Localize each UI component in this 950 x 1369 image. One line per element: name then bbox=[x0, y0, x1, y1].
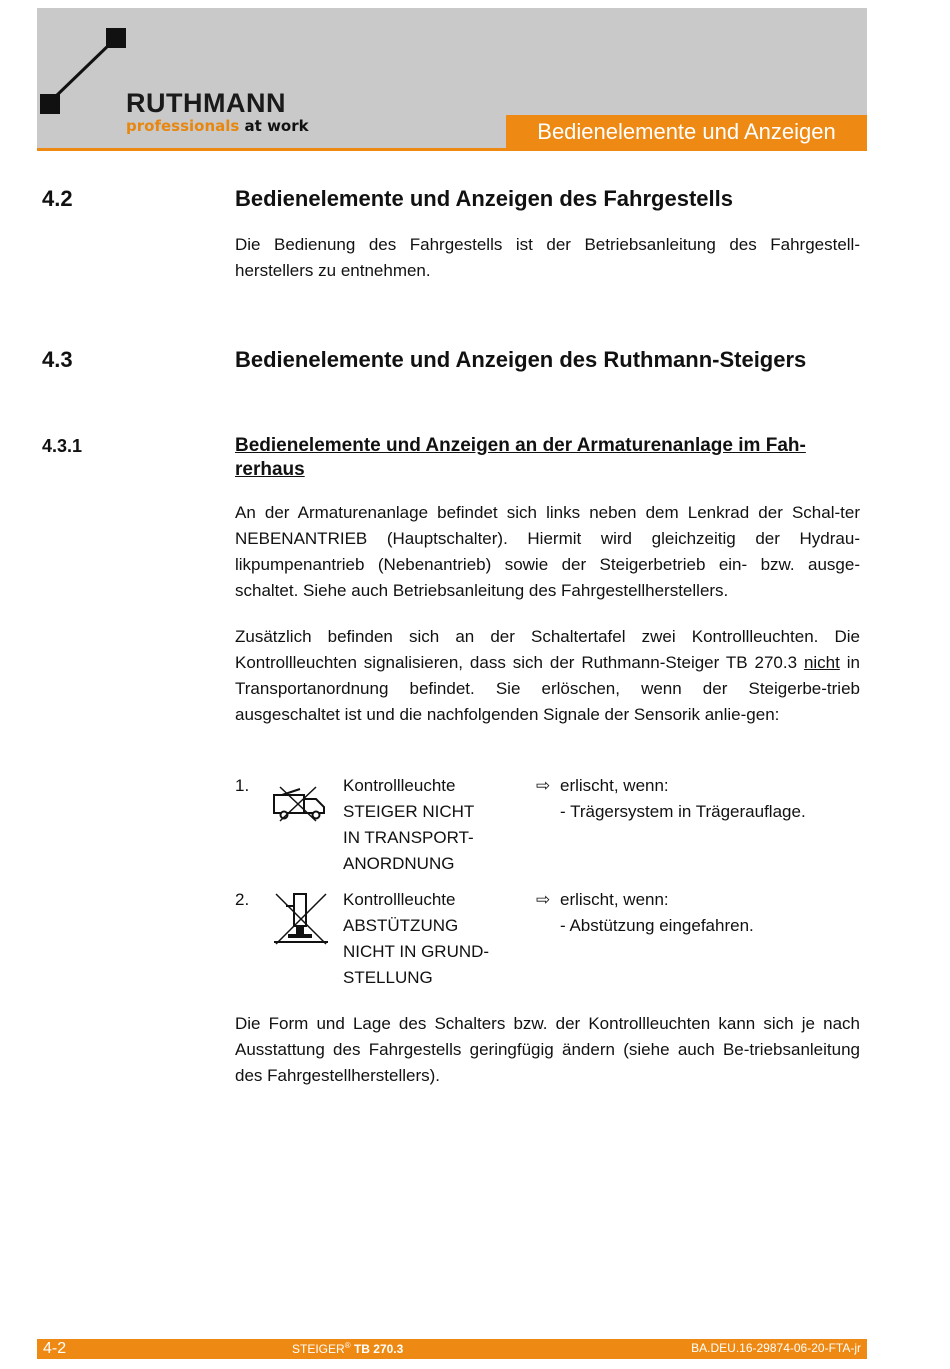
registered-mark: ® bbox=[344, 1341, 351, 1350]
list-item-1-label-line: ANORDNUNG bbox=[343, 854, 455, 873]
product-prefix: STEIGER bbox=[292, 1342, 345, 1356]
tagline-at-work: at work bbox=[239, 117, 309, 135]
paragraph-control-lamps-a: Zusätzlich befinden sich an der Schaltertafel zwei Kontrollleuchten. Die Kontrollleuchten signalisieren, dass sich der Ruthmann-Steiger TB 270.3 bbox=[235, 627, 860, 672]
section-4-2-body: Die Bedienung des Fahrgestells ist der Betriebsanleitung des Fahrgestell-herstellers zu entnehmen. bbox=[235, 235, 860, 280]
list-item-2-label-line: NICHT IN GRUND- bbox=[343, 942, 490, 961]
subsection-title-4-3-1 bbox=[235, 434, 860, 482]
paragraph-control-lamps bbox=[235, 624, 860, 728]
section-number-4-2: 4.2 bbox=[42, 186, 73, 211]
product-name bbox=[292, 1341, 403, 1356]
paragraph-control-lamps-b: in Transportanordnung befindet. Sie erlöschen, wenn der Steigerbe-trieb ausgeschaltet ist und die nachfolgenden Signale der Sensorik anlie-gen: bbox=[235, 653, 860, 724]
list-item-1-label-line: IN TRANSPORT- bbox=[343, 828, 474, 847]
arrow-right-icon: ⇨ bbox=[536, 890, 551, 909]
list-item-2-condition-line: erlischt, wenn: bbox=[560, 890, 669, 909]
paragraph-main-switch: An der Armaturenanlage befindet sich links neben dem Lenkrad der Schal-ter NEBENANTRIEB (Hauptschalter). Hiermit wird gleichzeitig der Hydrau-likpumpenantrieb (Nebenantrieb) sowie der Steigerbetrieb ein- bzw. ausge-schaltet. Siehe auch Betriebsanleitung des Fahrgestellherstellers. bbox=[235, 503, 860, 600]
section-title-4-3: Bedienelemente und Anzeigen des Ruthmann-Steigers bbox=[235, 347, 807, 372]
brand-tagline bbox=[126, 117, 309, 135]
tagline-professionals: professionals bbox=[126, 117, 240, 135]
brand-name: RUTHMANN bbox=[126, 88, 286, 118]
list-item-1-label-line: STEIGER NICHT bbox=[343, 802, 475, 821]
outrigger-crossed-icon bbox=[272, 890, 330, 948]
footer-band bbox=[37, 1339, 867, 1359]
subsection-number-4-3-1: 4.3.1 bbox=[42, 436, 83, 456]
paragraph-form-note: Die Form und Lage des Schalters bzw. der Kontrollleuchten kann sich je nach Ausstattung des Fahrgestells geringfügig ändern (siehe auch Be-triebsanleitung des Fahrgestellherstellers). bbox=[235, 1014, 860, 1085]
document-code: BA.DEU.16-29874-06-20-FTA-jr bbox=[691, 1341, 861, 1355]
ruthmann-logo-icon bbox=[40, 26, 130, 116]
list-item-1-label-line: Kontrollleuchte bbox=[343, 776, 456, 795]
page-number: 4-2 bbox=[43, 1340, 67, 1357]
subsection-title-line-2: rerhaus bbox=[235, 459, 305, 480]
truck-crossed-icon bbox=[272, 785, 330, 823]
list-item-condition-2 bbox=[560, 887, 754, 939]
list-item-number-1: 1. bbox=[235, 776, 250, 795]
list-item-2-label-line: ABSTÜTZUNG bbox=[343, 916, 459, 935]
chapter-tab: Bedienelemente und Anzeigen bbox=[506, 115, 867, 149]
list-item-label-1 bbox=[343, 773, 474, 877]
subsection-title-line-1: Bedienelemente und Anzeigen an der Armaturenanlage im Fah- bbox=[235, 435, 806, 456]
underlined-nicht: nicht bbox=[803, 653, 840, 672]
list-item-number-2: 2. bbox=[235, 890, 250, 909]
list-item-1-condition-line: - Trägersystem in Trägerauflage. bbox=[560, 802, 806, 821]
section-number-4-3: 4.3 bbox=[42, 347, 73, 372]
list-item-condition-1 bbox=[560, 773, 806, 825]
list-item-2-label-line: STELLUNG bbox=[343, 968, 433, 987]
product-model: TB 270.3 bbox=[353, 1342, 404, 1356]
section-title-4-2: Bedienelemente und Anzeigen des Fahrgestells bbox=[235, 186, 733, 211]
arrow-right-icon: ⇨ bbox=[536, 776, 551, 795]
header-rule bbox=[37, 148, 867, 151]
list-item-1-condition-line: erlischt, wenn: bbox=[560, 776, 669, 795]
list-item-2-condition-line: - Abstützung eingefahren. bbox=[560, 916, 754, 935]
list-item-label-2 bbox=[343, 887, 489, 991]
list-item-2-label-line: Kontrollleuchte bbox=[343, 890, 456, 909]
